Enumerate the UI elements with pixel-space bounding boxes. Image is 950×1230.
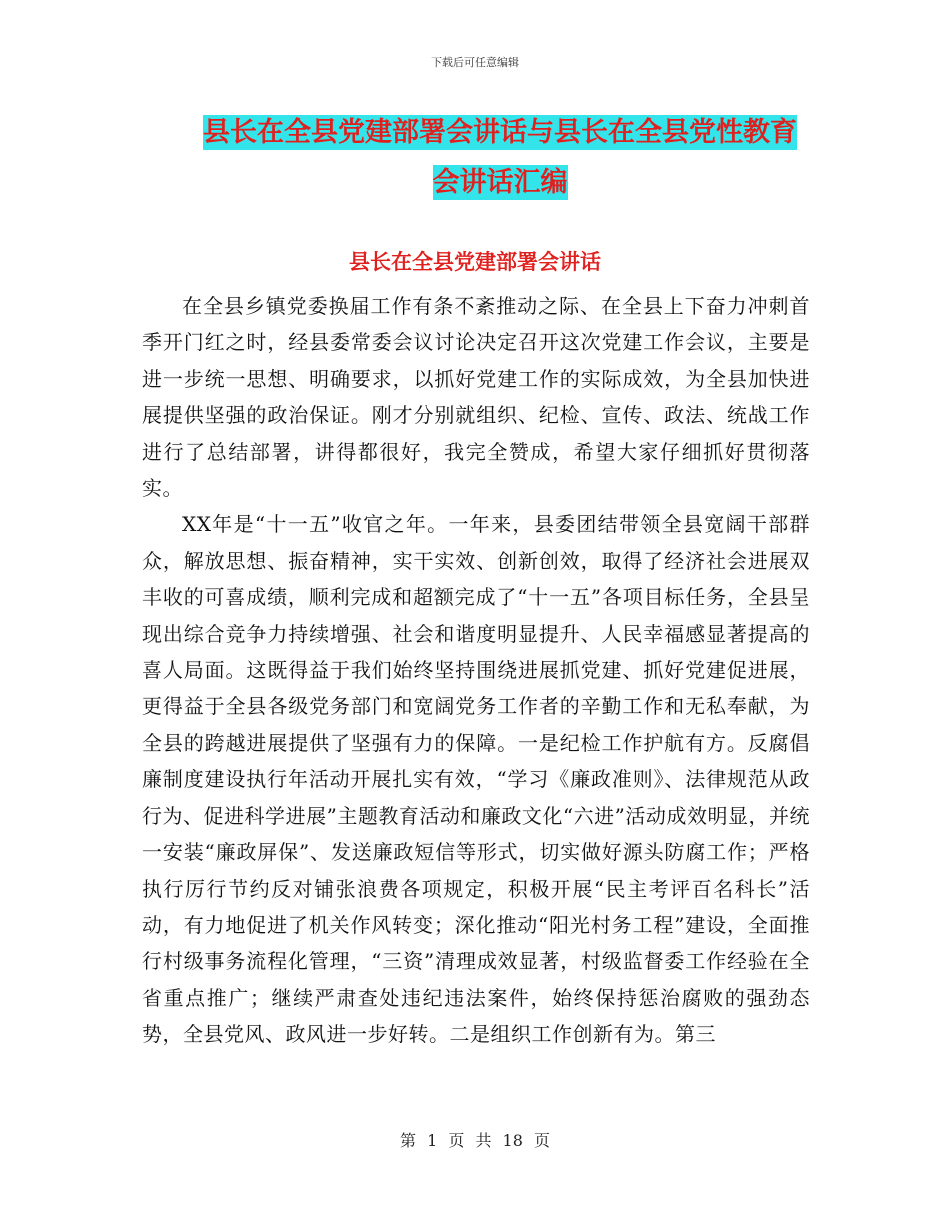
page-footer: 第 1 页 共 18 页 [400,1131,550,1150]
body-paragraph: 在全县乡镇党委换届工作有条不紊推动之际、在全县上下奋力冲刺首季开门红之时，经县委常委会议讨论决定召开这次党建工作会议，主要是进一步统一思想、明确要求，以抓好党建工作的实际成效，为全县加快进展提供坚强的政治保证。刚才分别就组织、纪检、宣传、政法、统战工作进行了总结部署，讲得都很好，我完全赞成，希望大家仔细抓好贯彻落实。 [142,294,810,501]
body-paragraph: XX年是“十一五”收官之年。一年来，县委团结带领全县宽阔干部群众，解放思想、振奋精神，实干实效、创新创效，取得了经济社会进展双丰收的可喜成绩，顺利完成和超额完成了“十一五”各项目标任务，全县呈现出综合竞争力持续增强、社会和谐度明显提升、人民幸福感显著提高的喜人局面。这既得益于我们始终坚持围绕进展抓党建、抓好党建促进展，更得益于全县各级党务部门和宽阔党务工作者的辛勤工作和无私奉献，为全县的跨越进展提供了坚强有力的保障。一是纪检工作护航有方。反腐倡廉制度建设执行年活动开展扎实有效，“学习《廉政准则》、法律规范从政行为、促进科学进展”主题教育活动和廉政文化“六进”活动成效明显，并统一安装“廉政屏保”、发送廉政短信等形式，切实做好源头防腐工作；严格执行厉行节约反对铺张浪费各项规定，积极开展“民主考评百名科长”活动，有力地促进了机关作风转变；深化推动“阳光村务工程”建设，全面推行村级事务流程化管理，“三资”清理成效显著，村级监督委工作经验在全省重点推广；继续严肃查处违纪违法案件，始终保持惩治腐败的强劲态势，全县党风、政风进一步好转。二是组织工作创新有为。第三 [142,512,810,1047]
document-title-text: 县长在全县党建部署会讲话与县长在全县党性教育会讲话汇编 [203,117,797,198]
section-title: 县长在全县党建部署会讲话 [349,250,601,274]
document-body [142,288,810,1053]
header-note: 下载后可任意编辑 [431,56,519,69]
document-title [190,108,810,208]
